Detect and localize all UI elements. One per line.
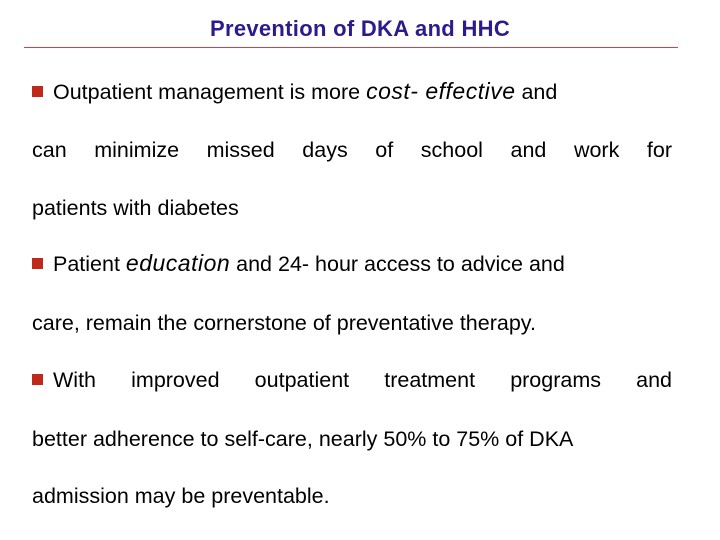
bullet-1-line-2: can minimize missed days of school and work for: [32, 138, 672, 162]
bullet-1-text-b: and: [515, 80, 558, 104]
bullet-1-text-a: Outpatient management is more: [53, 80, 367, 104]
bullet-2-text-b: and 24- hour access to advice and: [230, 252, 565, 276]
bullet-1-emphasis: cost- effective: [366, 78, 516, 104]
bullet-2-text-a: Patient: [53, 252, 126, 276]
slide-title: Prevention of DKA and HHC: [209, 16, 511, 41]
bullet-3-text: With improved outpatient treatment programs and: [53, 368, 672, 392]
square-bullet-icon: [32, 86, 43, 97]
bullet-1-line-1: [32, 76, 672, 107]
bullet-3-line-3: admission may be preventable.: [32, 484, 330, 508]
bullet-3-line-1: [32, 365, 672, 395]
bullet-2-line-2: care, remain the cornerstone of preventative therapy.: [32, 311, 536, 335]
bullet-1-line-3: patients with diabetes: [32, 196, 239, 220]
bullet-2-emphasis: education: [125, 250, 231, 276]
square-bullet-icon: [32, 258, 43, 269]
title-divider: [24, 47, 678, 48]
bullet-3-line-2: better adherence to self-care, nearly 50% to 75% of DKA: [32, 427, 574, 451]
square-bullet-icon: [32, 374, 43, 385]
bullet-2-line-1: [32, 248, 672, 279]
